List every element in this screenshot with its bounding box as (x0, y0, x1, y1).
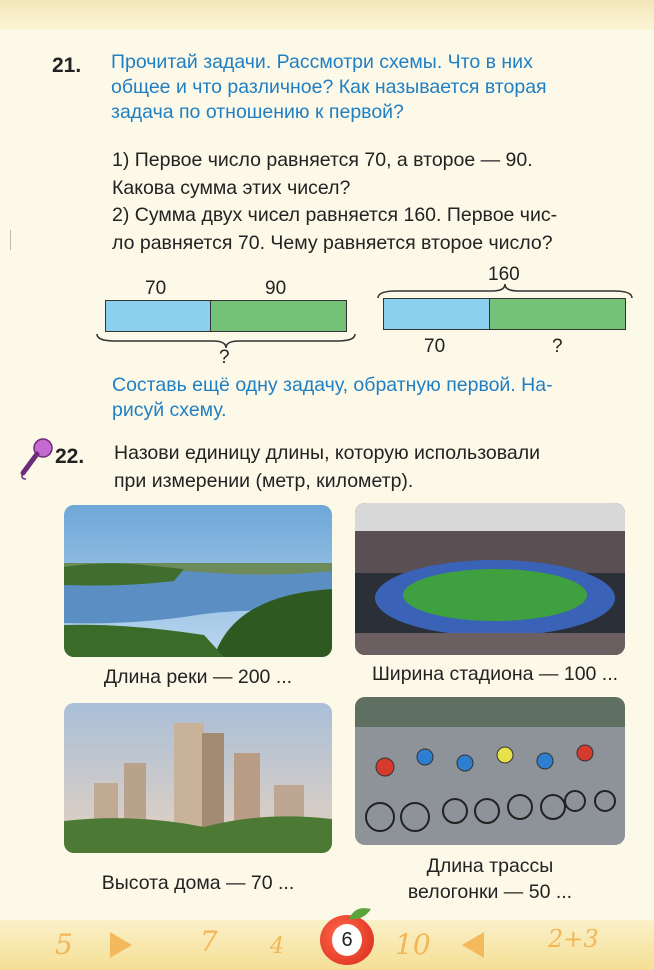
cycling-photo (355, 697, 625, 845)
task-22-line: Назови единицу длины, которую использовали (114, 442, 541, 464)
scheme-1-bar-first (105, 300, 212, 332)
deco-number: 5 (55, 928, 73, 961)
followup-line: рисуй схему. (112, 399, 227, 421)
building-photo (64, 703, 332, 853)
scheme-1-bar-second (210, 300, 347, 332)
top-decor-band (0, 0, 654, 30)
arrow-right-icon (110, 932, 132, 958)
leaf-icon (347, 905, 373, 921)
instruction-line: общее и что различное? Как называется вторая (111, 76, 547, 98)
building-caption: Высота дома — 70 ... (101, 872, 295, 894)
scheme-2-bar-first (383, 298, 491, 330)
problem-line: ло равняется 70. Чему равняется второе число? (112, 231, 553, 254)
problem-line: 1) Первое число равняется 70, а второе — 90. (112, 149, 533, 171)
instruction-line: задача по отношению к первой? (111, 101, 404, 123)
followup-line: Составь ещё одну задачу, обратную первой. На- (112, 374, 553, 396)
cycling-caption-line: Длина трассы (426, 855, 554, 877)
task-21-instruction (111, 50, 641, 125)
scheme-2-bar-second (489, 298, 626, 330)
scheme-1-label-a: 70 (145, 278, 167, 299)
scheme-2-total: 160 (488, 264, 520, 285)
microphone-icon (18, 437, 54, 481)
deco-number: 7 (200, 925, 218, 958)
deco-number: 2+3 (548, 925, 599, 953)
scheme-1-label-b: 90 (265, 278, 287, 299)
problem-line: 2) Сумма двух чисел равняется 160. Первое чис- (112, 204, 558, 226)
river-caption: Длина реки — 200 ... (103, 666, 293, 688)
scheme-2-label-b: ? (552, 336, 563, 357)
page-number: 6 (332, 924, 362, 956)
cycling-caption (355, 853, 625, 905)
deco-number: 10 (395, 928, 431, 961)
margin-mark (10, 230, 11, 250)
arrow-left-icon (462, 932, 484, 958)
task-21-followup (112, 373, 642, 423)
task-22-number: 22. (55, 445, 85, 468)
instruction-line: Прочитай задачи. Рассмотри схемы. Что в них (111, 51, 533, 73)
stadium-photo (355, 503, 625, 655)
problem-line: Какова сумма этих чисел? (112, 176, 351, 199)
river-photo (64, 505, 332, 657)
task-21-problems (112, 147, 642, 257)
scheme-2-label-a: 70 (424, 336, 446, 357)
deco-number: 4 (270, 934, 284, 959)
task-22-line: при измерении (метр, километр). (114, 469, 414, 492)
cycling-caption-line: велогонки — 50 ... (407, 881, 573, 903)
task-22-text (114, 440, 644, 495)
scheme-1-total: ? (219, 347, 230, 368)
task-21-number: 21. (52, 54, 82, 77)
stadium-caption: Ширина стадиона — 100 ... (371, 663, 619, 685)
